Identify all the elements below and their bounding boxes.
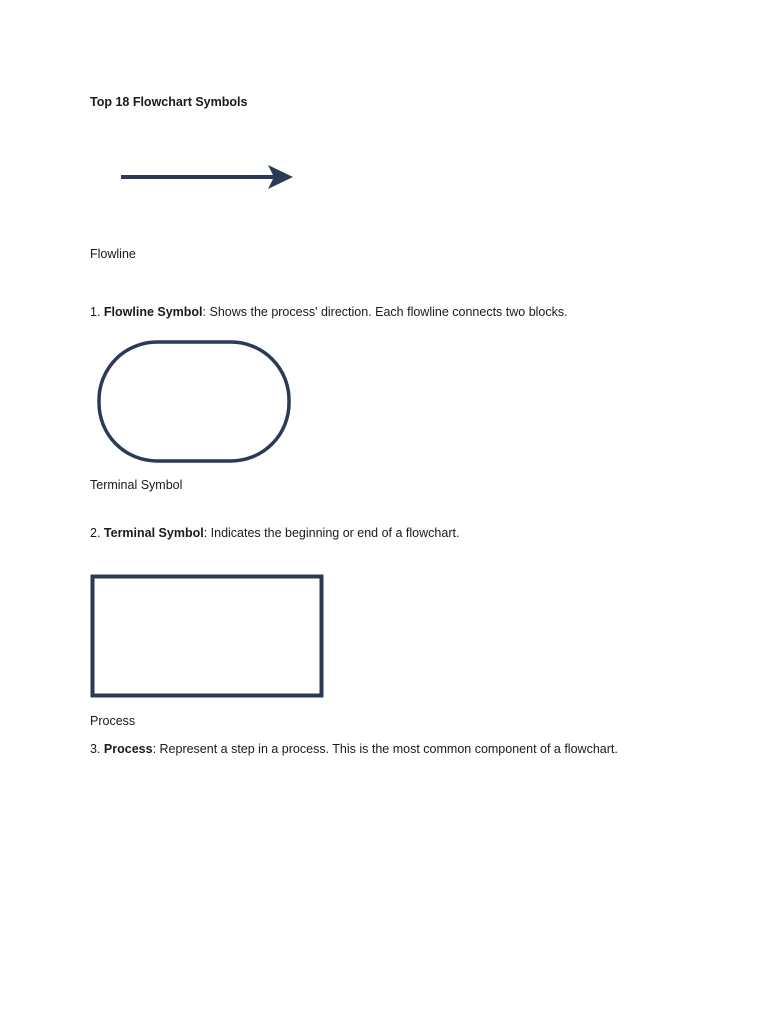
flowline-term: Flowline Symbol <box>103 305 203 319</box>
terminal-caption: Terminal Symbol <box>90 478 183 492</box>
terminal-symbol-icon <box>95 338 293 466</box>
page-title: Top 18 Flowchart Symbols <box>90 95 248 109</box>
terminal-number: 2. <box>90 526 104 540</box>
terminal-term: Terminal Symbol <box>103 526 204 540</box>
flowline-text: : Shows the process' direction. Each flowline connects two blocks. <box>202 305 568 319</box>
process-number: 3. <box>90 742 104 756</box>
flowline-description <box>90 304 568 320</box>
terminal-text: : Indicates the beginning or end of a flowchart. <box>203 526 460 540</box>
flowline-arrow-icon <box>118 162 298 192</box>
process-text: : Represent a step in a process. This is the most common component of a flowchart. <box>152 742 618 756</box>
process-description <box>90 741 618 757</box>
flowline-caption: Flowline <box>90 247 136 261</box>
terminal-description <box>90 525 459 541</box>
process-symbol-icon <box>89 573 325 699</box>
flowline-number: 1. <box>90 305 104 319</box>
process-term: Process <box>103 742 153 756</box>
process-caption: Process <box>90 714 136 728</box>
